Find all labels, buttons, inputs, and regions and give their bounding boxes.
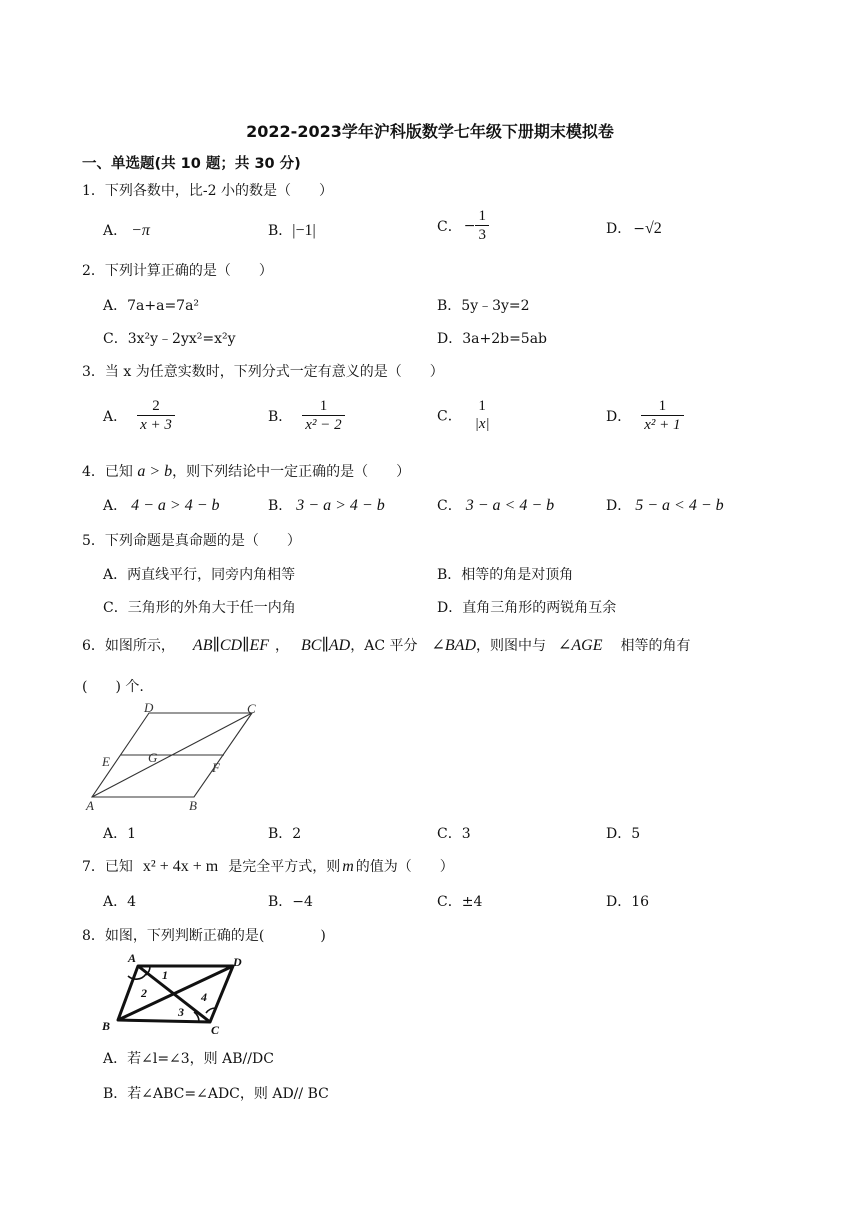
q7-stem: 7．已知 x² + 4x + m 是完全平方式，则 m 的值为（ ） <box>82 858 454 875</box>
angle-label-2: 2 <box>141 986 147 1000</box>
q6-option-a: A．1 <box>103 826 137 842</box>
q6-option-b: B．2 <box>268 826 302 842</box>
label-C: C <box>247 701 256 716</box>
option-label: D． <box>606 221 632 237</box>
q6-parallelogram-figure <box>82 700 272 814</box>
q2-stem: 2．下列计算正确的是（ ） <box>82 263 273 279</box>
option-label: C． <box>437 219 462 235</box>
q6-option-d: D．5 <box>606 826 641 842</box>
angle-label-3: 3 <box>178 1005 184 1019</box>
q5-option-d: D．直角三角形的两锐角互余 <box>437 600 617 616</box>
q8-option-a: A．若∠l=∠3，则 AB//DC <box>103 1051 274 1067</box>
angle-label-4: 4 <box>201 990 207 1004</box>
q3-option-d: D． $\frac{1}{\text{x² + 1}}$ <box>606 398 684 434</box>
q1-option-a <box>103 220 150 240</box>
q2-option-c: C．3x²y﹣2yx²=x²y <box>103 331 236 347</box>
q6-stem: 6．如图所示， AB∥CD∥EF ， BC∥AD，AC 平分 ∠BAD，则图中与 ∠AGE 相等的角有 <box>82 637 691 654</box>
q2-option-b: B．5y﹣3y=2 <box>437 298 530 314</box>
option-label: B． <box>268 223 293 239</box>
label-C: C <box>211 1023 220 1034</box>
q3-stem: 3．当 x 为任意实数时，下列分式一定有意义的是（ ） <box>82 364 444 380</box>
label-D: D <box>233 955 242 969</box>
label-G: G <box>148 750 158 765</box>
option-value: |−1| <box>292 222 316 239</box>
label-F: F <box>212 760 220 775</box>
q1-option-d: D． −√2 <box>606 220 662 237</box>
q1-stem: 1．下列各数中，比-2 小的数是（ ） <box>82 183 333 199</box>
q7-option-b: B．−4 <box>268 894 313 910</box>
q1-option-c: C． − $\frac{1}{3}$ <box>437 208 489 244</box>
q4-option-b: B． 3 − a > 4 − b <box>268 497 385 514</box>
q2-option-d: D．3a+2b=5ab <box>437 331 548 347</box>
q4-option-c: C． 3 − a < 4 − b <box>437 497 555 514</box>
q5-option-c: C．三角形的外角大于任一内角 <box>103 600 296 616</box>
q7-option-d: D．16 <box>606 894 650 910</box>
label-D: D <box>144 700 154 715</box>
q4-stem: 4．已知 a > b，则下列结论中一定正确的是（ ） <box>82 463 411 480</box>
q8-option-b: B．若∠ABC=∠ADC，则 AD// BC <box>103 1086 329 1102</box>
q3-option-c: C． 1 |x| <box>437 398 490 432</box>
q1-option-b <box>268 220 316 240</box>
option-value: −π <box>131 222 150 239</box>
q7-option-c: C．±4 <box>437 894 483 910</box>
label-A: A <box>86 798 94 813</box>
section-heading: 一、单选题(共 10 题；共 30 分) <box>82 156 301 172</box>
q6-option-c: C．3 <box>437 826 471 842</box>
q5-stem: 5．下列命题是真命题的是（ ） <box>82 533 301 549</box>
q3-option-a: A． $\frac{2}{x + 3}$ <box>103 398 175 434</box>
fraction: $\frac{1}{3}$ <box>475 208 489 244</box>
q4-option-a: A． 4 − a > 4 − b <box>103 497 220 514</box>
option-value: √2 <box>644 220 662 237</box>
q2-option-a: A．7a+a=7a² <box>103 298 200 314</box>
q8-stem: 8．如图，下列判断正确的是( ) <box>82 928 326 944</box>
label-A: A <box>128 952 137 965</box>
q5-option-a: A．两直线平行，同旁内角相等 <box>103 567 296 583</box>
q7-option-a: A．4 <box>103 894 137 910</box>
label-B: B <box>189 798 197 813</box>
page-title: 2022-2023学年沪科版数学七年级下册期末模拟卷 <box>246 122 614 141</box>
q3-option-b: B． $\frac{1}{\text{x² − 2}}$ <box>268 398 345 434</box>
label-E: E <box>102 754 110 769</box>
angle-label-1: 1 <box>162 968 168 982</box>
q4-option-d: D． 5 − a < 4 − b <box>606 497 724 514</box>
label-B: B <box>102 1019 111 1033</box>
q6-stem-line2: ( ) 个. <box>82 679 144 695</box>
option-label: A． <box>103 223 128 239</box>
q5-option-b: B．相等的角是对顶角 <box>437 567 574 583</box>
q8-parallelogram-figure <box>98 952 258 1034</box>
